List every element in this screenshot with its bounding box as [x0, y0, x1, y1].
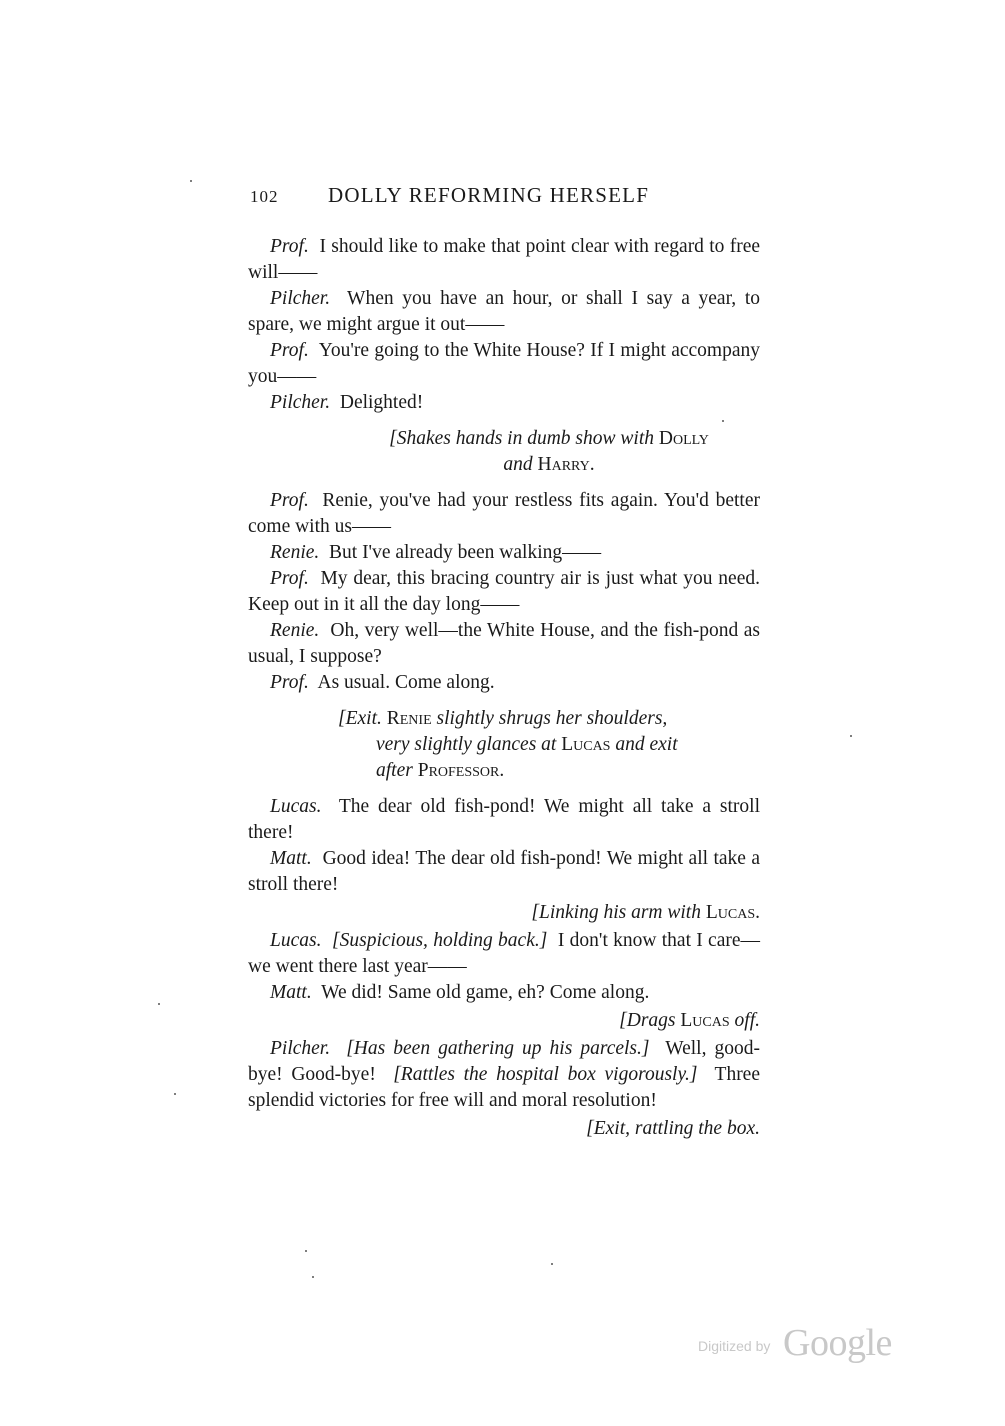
watermark-prefix: Digitized by	[698, 1338, 771, 1354]
speech	[248, 488, 760, 540]
character-name: Professor.	[417, 760, 505, 781]
speech-text: But I've already been walking——	[329, 542, 602, 563]
speech-text: Well, good-bye! Good-bye!	[248, 1038, 760, 1085]
speaker-name: Prof.	[270, 236, 309, 257]
character-name: Harry.	[537, 454, 595, 475]
speaker-name: Renie.	[270, 620, 320, 641]
speaker-name: Lucas.	[270, 796, 322, 817]
direction-line	[338, 758, 760, 784]
direction-line	[338, 732, 760, 758]
direction-text: and exit	[610, 734, 678, 755]
speech	[248, 390, 760, 416]
page-number: 102	[250, 187, 279, 206]
speech	[248, 670, 760, 696]
stage-direction	[248, 1006, 760, 1036]
direction-text: [Shakes hands in dumb show with	[389, 428, 659, 449]
inline-direction: [Has been gathering up his parcels.]	[346, 1038, 650, 1059]
play-text	[248, 234, 760, 1144]
scan-speck	[850, 735, 852, 737]
stage-direction	[248, 898, 760, 928]
speech-text: When you have an hour, or shall I say a year, to spare, we might argue it out——	[248, 288, 760, 335]
direction-text: [Exit.	[338, 708, 387, 729]
scan-speck	[722, 420, 724, 422]
direction-line	[338, 706, 760, 732]
speaker-name: Prof.	[270, 490, 309, 511]
character-name: Lucas.	[705, 902, 760, 923]
speech-text: Delighted!	[339, 392, 424, 413]
direction-text: very slightly glances at	[376, 734, 562, 755]
inline-direction: [Rattles the hospital box vigorously.]	[393, 1064, 698, 1085]
scan-speck	[312, 1276, 314, 1278]
stage-direction	[248, 706, 760, 784]
direction-text: after	[376, 760, 418, 781]
speaker-name: Pilcher.	[270, 1038, 331, 1059]
running-title: DOLLY REFORMING HERSELF	[328, 183, 650, 207]
speaker-name: Prof.	[270, 672, 309, 693]
speaker-name: Renie.	[270, 542, 320, 563]
character-name: Lucas	[680, 1010, 730, 1031]
scan-speck	[190, 180, 192, 182]
speech	[248, 794, 760, 846]
speech-text: We did! Same old game, eh? Come along.	[321, 982, 650, 1003]
speech-text: Oh, very well—the White House, and the fish-pond as usual, I suppose?	[248, 620, 760, 667]
stage-direction	[248, 426, 760, 478]
speech-text: I should like to make that point clear with regard to free will——	[248, 236, 760, 283]
direction-text: [Drags	[619, 1010, 681, 1031]
scan-speck	[305, 1250, 307, 1252]
scan-speck	[551, 1263, 553, 1265]
speech-text: Good idea! The dear old fish-pond! We might all take a stroll there!	[248, 848, 761, 895]
speaker-name: Prof.	[270, 568, 309, 589]
speaker-name: Pilcher.	[270, 288, 331, 309]
character-name: Lucas	[561, 734, 611, 755]
character-name: Renie	[386, 708, 432, 729]
speech	[248, 234, 760, 286]
direction-text: [Exit, rattling the box.	[586, 1118, 760, 1139]
direction-text: and	[503, 454, 538, 475]
speaker-name: Prof.	[270, 340, 309, 361]
speech	[248, 338, 760, 390]
google-watermark	[698, 1323, 908, 1367]
speech-text: Three splendid victories for free will and moral resolution!	[248, 1064, 760, 1111]
speaker-name: Matt.	[270, 848, 312, 869]
speech-text: As usual. Come along.	[317, 672, 495, 693]
direction-text: [Linking his arm with	[531, 902, 706, 923]
speech-text: Renie, you've had your restless fits again. You'd better come with us——	[248, 490, 761, 537]
speech	[248, 566, 760, 618]
speech	[248, 846, 760, 898]
speaker-name: Pilcher.	[270, 392, 331, 413]
speech	[248, 286, 760, 338]
scan-speck	[174, 1093, 176, 1095]
direction-text: off.	[729, 1010, 760, 1031]
speech-text: I don't know that I care—we went there last year——	[248, 930, 761, 977]
inline-direction: [Suspicious, holding back.]	[332, 930, 548, 951]
google-logo: Google	[783, 1322, 892, 1364]
stage-direction	[248, 1114, 760, 1144]
speech	[248, 540, 760, 566]
page-header	[250, 183, 770, 211]
speaker-name: Lucas.	[270, 930, 322, 951]
character-name: Dolly	[658, 428, 709, 449]
speech	[248, 1036, 760, 1114]
speech-text: You're going to the White House? If I might accompany you——	[248, 340, 761, 387]
speech	[248, 618, 760, 670]
speech	[248, 928, 760, 980]
scan-speck	[158, 1003, 160, 1005]
speech-text: The dear old fish-pond! We might all take a stroll there!	[248, 796, 760, 843]
speech	[248, 980, 760, 1006]
speech-text: My dear, this bracing country air is just what you need. Keep out in it all the day long——	[248, 568, 760, 615]
direction-text: slightly shrugs her shoulders,	[431, 708, 668, 729]
speaker-name: Matt.	[270, 982, 312, 1003]
